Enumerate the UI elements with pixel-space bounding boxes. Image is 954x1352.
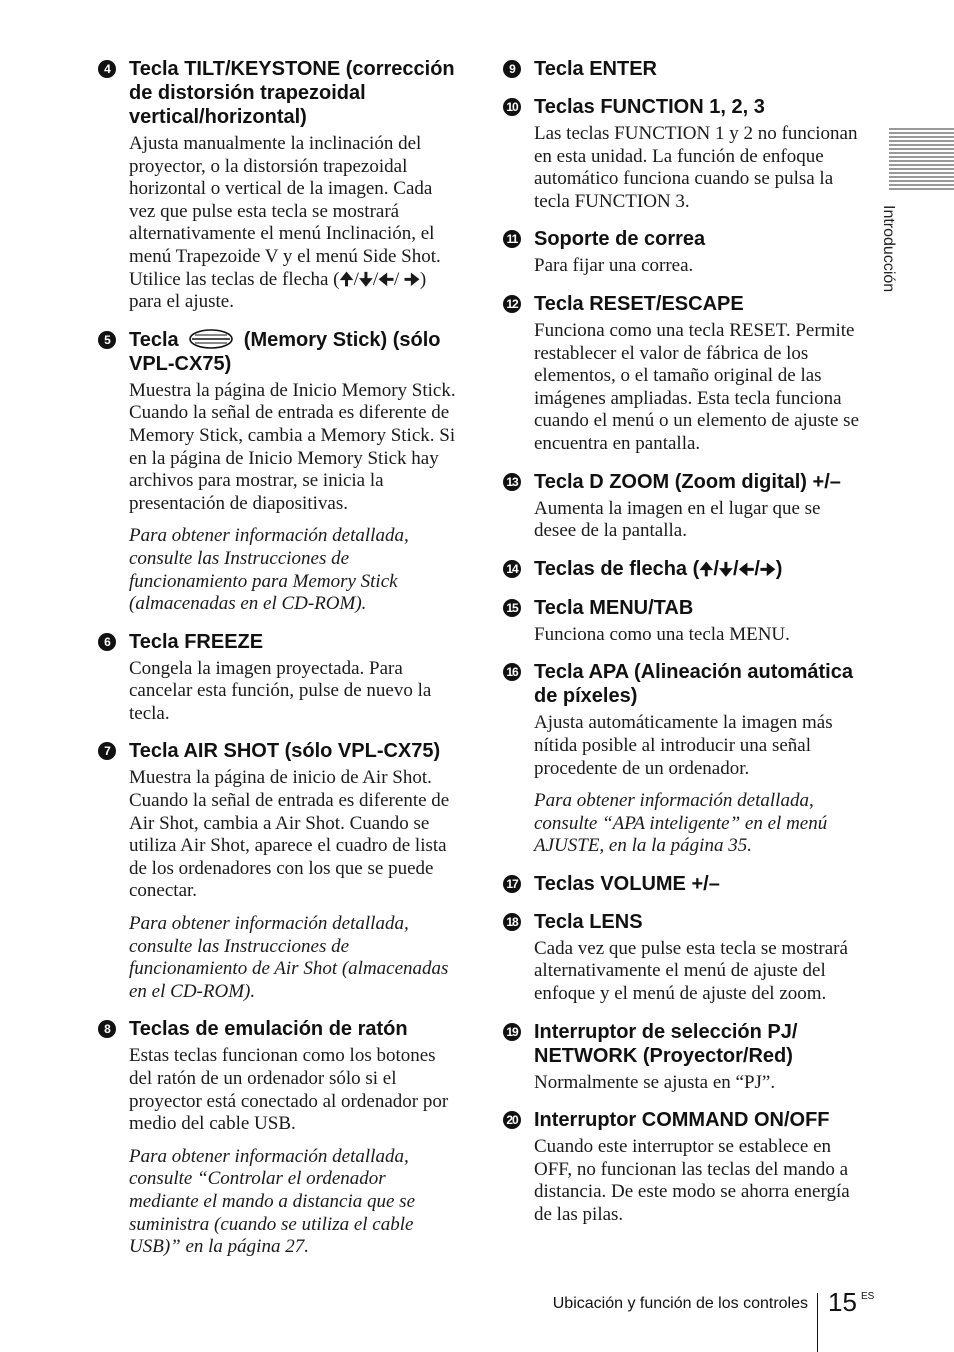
item-number-badge: 9: [503, 60, 521, 78]
arrow-left-icon: 🠈: [738, 559, 755, 580]
entry-title: Tecla: [129, 328, 179, 351]
entry-heading: [503, 872, 865, 896]
entry-heading: [503, 596, 865, 620]
entry-title: Soporte de correa: [534, 228, 706, 251]
entry-heading: [503, 1108, 865, 1132]
entry-title: Tecla ENTER: [534, 58, 657, 80]
arrow-up-icon: 🠉: [339, 269, 354, 290]
item-number-badge: 13: [503, 473, 521, 491]
item-number-badge: 15: [503, 599, 521, 617]
entry-lens: [503, 910, 865, 1006]
page-language-code: ES: [861, 1291, 875, 1302]
entry-body: Muestra la página de Inicio Memory Stick. Cuando la señal de entrada es diferente de Memory Stick, cambia a Memory Stick. Si en la página de Inicio Memory Stick hay archivos para mostrar, se inicia la presentación de diapositivas.: [129, 379, 456, 514]
page-number: 15: [828, 1287, 857, 1317]
entry-body: Ajusta manualmente la inclinación del proyector, o la distorsión trapezoidal horizontal o vertical de la imagen. Cada vez que pulse esta tecla se mostrará alternativamente el menú Inclinación, el menú Trapezoide V y el menú Side Shot. Utilice las teclas de flecha (🠉/🠋/🠈/ 🠊) para el ajuste.: [129, 133, 441, 313]
entry-body: Cuando este interruptor se establece en OFF, no funcionan las teclas del mando a distancia. De este modo se ahorra energía de las pilas.: [534, 1136, 850, 1226]
entry-title: Teclas de emulación de ratón: [129, 1018, 408, 1041]
entry-title: Tecla TILT/KEYSTONE (corrección de distorsión trapezoidal vertical/horizontal): [129, 58, 455, 128]
memory-stick-icon: [188, 328, 234, 350]
section-tab-stripes: [889, 128, 954, 192]
entry-title: Teclas VOLUME +/–: [534, 872, 720, 895]
entry-heading: [503, 1020, 865, 1068]
entry-title: Interruptor de selección PJ/ NETWORK (Proyector/Red): [534, 1020, 798, 1067]
arrow-down-icon: 🠋: [718, 559, 733, 580]
section-tab-label: [880, 205, 898, 293]
entry-body: Normalmente se ajusta en “PJ”.: [534, 1071, 776, 1093]
entry-volume: [503, 872, 865, 896]
entry-title: Tecla LENS: [534, 910, 643, 933]
item-number-badge: 17: [503, 875, 521, 893]
item-number-badge: 6: [98, 633, 116, 651]
item-number-badge: 11: [503, 230, 521, 248]
item-number-badge: 4: [98, 60, 116, 78]
entry-apa: [503, 660, 865, 858]
entry-body: Funciona como una tecla MENU.: [534, 623, 790, 645]
entry-heading: 14 Teclas de flecha (🠉/🠋/🠈/🠊): [503, 557, 865, 582]
entry-title: Tecla APA (Alineación automática de píxeles): [534, 661, 853, 708]
footer-divider: [817, 1293, 818, 1352]
entry-enter: [503, 57, 865, 81]
arrow-right-icon: 🠊: [404, 269, 420, 290]
entry-heading: [98, 1017, 460, 1041]
entry-title: Tecla MENU/TAB: [534, 596, 694, 619]
entry-function-keys: [503, 95, 865, 213]
entry-air-shot: [98, 739, 460, 1003]
arrow-up-icon: 🠉: [699, 559, 714, 580]
entry-heading: [503, 660, 865, 708]
entry-title: Tecla D ZOOM (Zoom digital) +/–: [534, 470, 841, 493]
left-column: [98, 57, 460, 1273]
entry-memory-stick: [98, 328, 460, 616]
entry-body: Para fijar una correa.: [534, 255, 694, 277]
entry-digital-zoom: [503, 470, 865, 543]
entry-title: Tecla RESET/ESCAPE: [534, 292, 744, 315]
entry-heading: [98, 57, 460, 129]
entry-body: Muestra la página de inicio de Air Shot. Cuando la señal de entrada es diferente de Air Shot, cambia a Air Shot. Cuando se utiliza Air Shot, aparece el cuadro de lista de los ordenadores con los que se puede conectar.: [129, 767, 450, 902]
entry-heading: [98, 739, 460, 763]
entry-note: Para obtener información detallada, consulte las Instrucciones de funcionamiento de Air Shot (almacenadas en el CD-ROM).: [129, 913, 449, 1002]
entry-tilt-keystone: [98, 57, 460, 314]
entry-arrow-keys: [503, 557, 865, 582]
entry-body: Funciona como una tecla RESET. Permite restablecer el valor de fábrica de los elementos, o el tamaño original de las imágenes ampliadas. Esta tecla funciona cuando el menú o un elemento de ajuste se encuentra en pantalla.: [534, 319, 860, 454]
entry-heading: [503, 292, 865, 316]
entry-reset-escape: [503, 292, 865, 456]
entry-pj-network-switch: [503, 1020, 865, 1095]
entry-heading: [98, 328, 460, 376]
item-number-badge: 10: [503, 98, 521, 116]
entry-note: Para obtener información detallada, consulte “Controlar el ordenador mediante el mando a distancia que se suministra (cuando se utiliza el cable USB)” en la página 27.: [129, 1145, 416, 1258]
entry-body: Las teclas FUNCTION 1 y 2 no funcionan en esta unidad. La función de enfoque automático funciona cuando se pulsa la tecla FUNCTION 3.: [534, 123, 858, 212]
arrow-right-icon: 🠊: [759, 559, 776, 580]
arrow-down-icon: 🠋: [358, 269, 373, 290]
entry-title: Tecla AIR SHOT (sólo VPL-CX75): [129, 740, 441, 763]
item-number-badge: 8: [98, 1020, 116, 1038]
entry-menu-tab: [503, 596, 865, 647]
entry-body: Cada vez que pulse esta tecla se mostrará alternativamente el menú de ajuste del enfoque y el menú de ajuste del zoom.: [534, 937, 848, 1005]
item-number-badge: 20: [503, 1111, 521, 1129]
entry-body: Estas teclas funcionan como los botones del ratón de un ordenador sólo si el proyector está conectado al ordenador por medio del cable USB.: [129, 1045, 449, 1135]
item-number-badge: 18: [503, 913, 521, 931]
entry-body: Aumenta la imagen en el lugar que se desee de la pantalla.: [534, 497, 821, 542]
entry-strap-holder: [503, 227, 865, 278]
entry-title: (Memory Stick) (sólo VPL-CX75): [129, 328, 441, 375]
entry-mouse-emulation: [98, 1017, 460, 1258]
entry-heading: [503, 227, 865, 251]
entry-body-text: ) para el ajuste.: [129, 268, 427, 313]
item-number-badge: 16: [503, 663, 521, 681]
entry-freeze: [98, 630, 460, 726]
entry-heading: [503, 910, 865, 934]
entry-note: Para obtener información detallada, consulte “APA inteligente” en el menú AJUSTE, en la la página 35.: [534, 790, 828, 857]
item-number-badge: 5: [98, 331, 116, 349]
entry-title: Tecla FREEZE: [129, 630, 264, 653]
entry-heading: [503, 470, 865, 494]
item-number-badge: 7: [98, 742, 116, 760]
entry-heading: [503, 57, 865, 81]
entry-title: Teclas FUNCTION 1, 2, 3: [534, 96, 765, 118]
entry-title: Interruptor COMMAND ON/OFF: [534, 1109, 830, 1132]
item-number-badge: 12: [503, 295, 521, 313]
footer-section-title: Ubicación y función de los controles: [552, 1295, 808, 1312]
right-column: [503, 57, 865, 1241]
entry-heading: [98, 630, 460, 654]
entry-title: ): [775, 557, 783, 580]
entry-body-text: Ajusta manualmente la inclinación del proyector, o la distorsión trapezoidal horizontal o vertical de la imagen. Cada vez que pulse esta tecla se mostrará alternativamente el menú Inclinación, el menú Trapezoide V y el menú Side Shot. Utilice las teclas de flecha (: [129, 133, 441, 290]
entry-body: Congela la imagen proyectada. Para cancelar esta función, pulse de nuevo la tecla.: [129, 657, 432, 724]
entry-command-switch: [503, 1108, 865, 1226]
entry-note: Para obtener información detallada, consulte las Instrucciones de funcionamiento para Memory Stick (almacenadas en el CD-ROM).: [129, 525, 409, 615]
entry-title: Teclas de flecha (: [534, 557, 700, 580]
entry-body: Ajusta automáticamente la imagen más nítida posible al introducir una señal procedente de un ordenador.: [534, 712, 833, 779]
item-number-badge: 14: [503, 560, 521, 578]
section-tab-text: Introducción: [880, 205, 897, 293]
arrow-left-icon: 🠈: [378, 269, 394, 290]
item-number-badge: 19: [503, 1023, 521, 1041]
entry-heading: [503, 95, 865, 119]
